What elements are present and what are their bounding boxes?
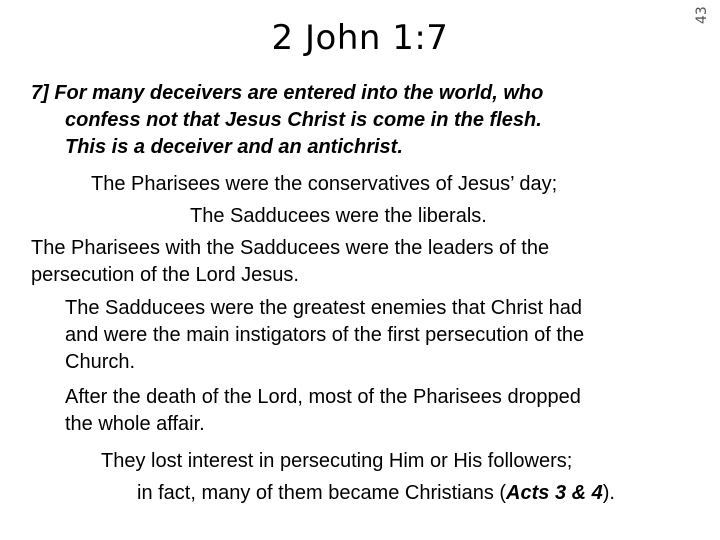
body-line-p7: [137, 481, 615, 505]
verse-line-2: confess not that Jesus Christ is come in the flesh.: [65, 109, 542, 131]
body-line-p1: The Pharisees were the conservatives of Jesus’ day;: [91, 173, 558, 195]
body-line-p2: The Sadducees were the liberals.: [190, 205, 487, 227]
body-line-p7-suffix: ).: [602, 482, 615, 504]
slide-number: 43: [694, 6, 710, 24]
body-line-p3b: persecution of the Lord Jesus.: [31, 264, 299, 286]
body-line-p6: They lost interest in persecuting Him or His followers;: [101, 450, 573, 472]
body-line-p3a: The Pharisees with the Sadducees were the leaders of the: [31, 237, 550, 259]
verse-line-1: 7] For many deceivers are entered into the world, who: [31, 82, 544, 104]
verse-line-3: This is a deceiver and an antichrist.: [65, 136, 403, 158]
body-line-p7-prefix: in fact, many of them became Christians (: [137, 482, 507, 504]
body-line-p4c: Church.: [65, 351, 136, 373]
body-line-p4a: The Sadducees were the greatest enemies that Christ had: [65, 297, 582, 319]
scripture-reference: Acts 3 & 4: [506, 482, 603, 504]
body-line-p4b: and were the main instigators of the first persecution of the: [65, 324, 585, 346]
body-line-p5a: After the death of the Lord, most of the Pharisees dropped: [65, 386, 581, 408]
slide-title: 2 John 1:7: [271, 18, 449, 58]
body-line-p5b: the whole affair.: [65, 413, 205, 435]
